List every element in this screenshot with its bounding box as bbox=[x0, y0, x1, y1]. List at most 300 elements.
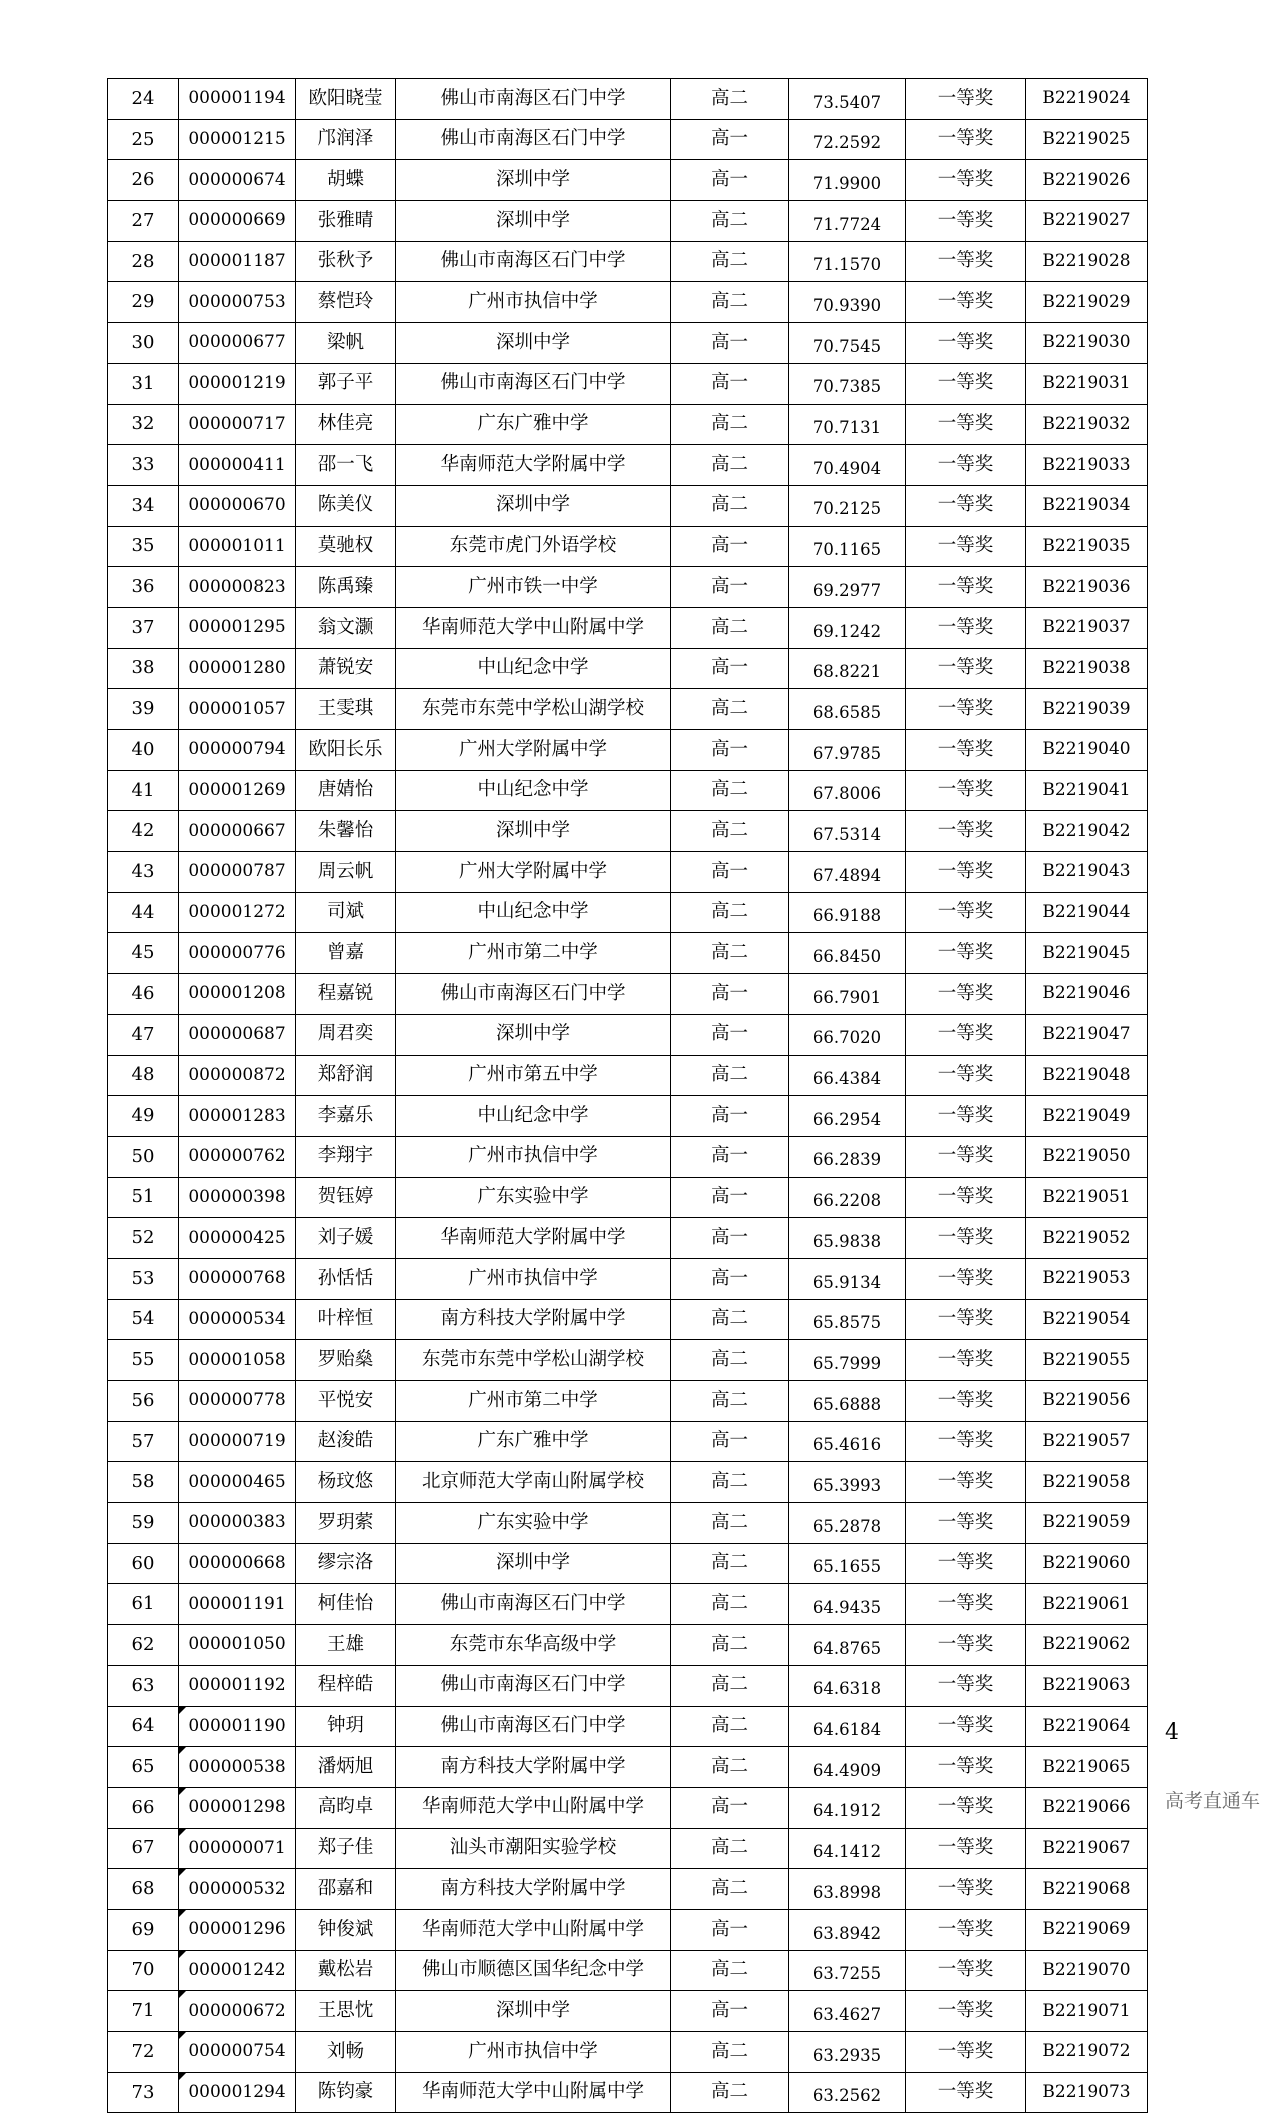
candidate-id: 000001194 bbox=[188, 88, 286, 109]
award-level: 一等奖 bbox=[937, 1348, 994, 1370]
score: 63.8998 bbox=[812, 1882, 882, 1902]
grade-level-cell bbox=[671, 1503, 789, 1544]
student-name: 翁文灏 bbox=[317, 616, 374, 638]
grade-level: 高二 bbox=[710, 1715, 748, 1737]
grade-level: 高二 bbox=[710, 697, 748, 719]
score-cell bbox=[789, 567, 906, 608]
score: 64.8765 bbox=[812, 1638, 882, 1658]
table-row bbox=[108, 1462, 1148, 1503]
student-name: 贺钰婷 bbox=[317, 1186, 374, 1208]
school-name: 深圳中学 bbox=[495, 331, 570, 353]
score: 65.1655 bbox=[812, 1557, 882, 1577]
score-cell bbox=[789, 1706, 906, 1747]
candidate-id-cell bbox=[179, 1055, 296, 1096]
certificate-number-cell bbox=[1026, 648, 1148, 689]
student-name-cell bbox=[296, 1381, 396, 1422]
school-name: 深圳中学 bbox=[495, 1552, 570, 1574]
student-name: 赵浚皓 bbox=[317, 1430, 374, 1452]
grade-level-cell bbox=[671, 648, 789, 689]
certificate-number: B2219035 bbox=[1042, 535, 1131, 556]
score: 68.6585 bbox=[812, 702, 882, 722]
score-cell bbox=[789, 1421, 906, 1462]
candidate-id: 000000465 bbox=[188, 1471, 286, 1492]
grade-level: 高一 bbox=[710, 1186, 748, 1208]
score-cell bbox=[789, 1014, 906, 1055]
certificate-number: B2219046 bbox=[1042, 983, 1131, 1004]
school-name-cell bbox=[396, 1299, 671, 1340]
school-name-cell bbox=[396, 2072, 671, 2113]
score: 65.9134 bbox=[812, 1272, 882, 1292]
table-row bbox=[108, 1381, 1148, 1422]
school-name-cell bbox=[396, 241, 671, 282]
certificate-number-cell bbox=[1026, 567, 1148, 608]
student-name: 邵嘉和 bbox=[317, 1877, 374, 1899]
table-row bbox=[108, 1340, 1148, 1381]
row-number: 51 bbox=[131, 1186, 155, 1208]
award-level: 一等奖 bbox=[937, 697, 994, 719]
corner-marker-icon bbox=[179, 1951, 186, 1958]
grade-level-cell bbox=[671, 1218, 789, 1259]
certificate-number-cell bbox=[1026, 607, 1148, 648]
grade-level-cell bbox=[671, 363, 789, 404]
student-name: 曾嘉 bbox=[326, 942, 364, 964]
score: 65.8575 bbox=[812, 1313, 882, 1333]
row-number-cell bbox=[108, 689, 179, 730]
award-level: 一等奖 bbox=[937, 331, 994, 353]
row-number: 73 bbox=[131, 2081, 155, 2103]
candidate-id-cell bbox=[179, 1747, 296, 1788]
row-number: 50 bbox=[131, 1145, 155, 1167]
table-row bbox=[108, 404, 1148, 445]
candidate-id: 000001295 bbox=[188, 617, 286, 638]
grade-level-cell bbox=[671, 770, 789, 811]
student-name-cell bbox=[296, 1828, 396, 1869]
row-number-cell bbox=[108, 1787, 179, 1828]
table-row bbox=[108, 1258, 1148, 1299]
award-level-cell bbox=[906, 1055, 1026, 1096]
grade-level-cell bbox=[671, 1177, 789, 1218]
certificate-number-cell bbox=[1026, 1096, 1148, 1137]
certificate-number: B2219042 bbox=[1042, 820, 1131, 841]
candidate-id: 000000532 bbox=[188, 1878, 286, 1899]
student-name-cell bbox=[296, 892, 396, 933]
corner-marker-icon bbox=[179, 1707, 186, 1714]
candidate-id: 000000669 bbox=[188, 210, 286, 231]
corner-marker-icon bbox=[179, 1829, 186, 1836]
candidate-id: 000001050 bbox=[188, 1634, 286, 1655]
grade-level: 高二 bbox=[710, 2040, 748, 2062]
school-name: 深圳中学 bbox=[495, 1023, 570, 1045]
school-name: 广州市执信中学 bbox=[468, 2040, 598, 2062]
school-name-cell bbox=[396, 79, 671, 120]
certificate-number-cell bbox=[1026, 1421, 1148, 1462]
school-name: 广州市铁一中学 bbox=[468, 575, 598, 597]
student-name-cell bbox=[296, 1787, 396, 1828]
award-level-cell bbox=[906, 1625, 1026, 1666]
row-number-cell bbox=[108, 2072, 179, 2113]
award-level: 一等奖 bbox=[937, 779, 994, 801]
row-number-cell bbox=[108, 974, 179, 1015]
row-number: 55 bbox=[131, 1349, 155, 1371]
school-name-cell bbox=[396, 607, 671, 648]
award-level: 一等奖 bbox=[937, 250, 994, 272]
school-name-cell bbox=[396, 811, 671, 852]
award-level-cell bbox=[906, 1747, 1026, 1788]
score-cell bbox=[789, 1299, 906, 1340]
grade-level-cell bbox=[671, 2072, 789, 2113]
certificate-number: B2219030 bbox=[1042, 332, 1131, 353]
score: 65.9838 bbox=[812, 1231, 882, 1251]
certificate-number-cell bbox=[1026, 79, 1148, 120]
student-name-cell bbox=[296, 363, 396, 404]
candidate-id: 000000872 bbox=[188, 1064, 286, 1085]
row-number: 56 bbox=[131, 1389, 155, 1411]
certificate-number-cell bbox=[1026, 1136, 1148, 1177]
grade-level-cell bbox=[671, 201, 789, 242]
row-number-cell bbox=[108, 1218, 179, 1259]
candidate-id: 000001283 bbox=[188, 1105, 286, 1126]
student-name-cell bbox=[296, 2072, 396, 2113]
school-name-cell bbox=[396, 852, 671, 893]
school-name: 广州市第二中学 bbox=[468, 942, 598, 964]
school-name-cell bbox=[396, 648, 671, 689]
student-name: 邝润泽 bbox=[317, 128, 374, 150]
student-name-cell bbox=[296, 1340, 396, 1381]
candidate-id-cell bbox=[179, 1136, 296, 1177]
school-name: 广东广雅中学 bbox=[477, 1430, 589, 1452]
award-level: 一等奖 bbox=[937, 209, 994, 231]
row-number: 35 bbox=[131, 535, 155, 557]
row-number: 66 bbox=[131, 1796, 155, 1818]
candidate-id: 000001191 bbox=[188, 1593, 286, 1614]
award-level-cell bbox=[906, 241, 1026, 282]
score-cell bbox=[789, 648, 906, 689]
grade-level-cell bbox=[671, 1014, 789, 1055]
row-number-cell bbox=[108, 1543, 179, 1584]
award-level: 一等奖 bbox=[937, 901, 994, 923]
table-row bbox=[108, 1747, 1148, 1788]
score: 64.1412 bbox=[812, 1842, 882, 1862]
grade-level: 高二 bbox=[710, 494, 748, 516]
school-name-cell bbox=[396, 1869, 671, 1910]
table-row bbox=[108, 974, 1148, 1015]
candidate-id: 000000538 bbox=[188, 1756, 286, 1777]
score-cell bbox=[789, 1787, 906, 1828]
score: 66.8450 bbox=[812, 947, 882, 967]
grade-level-cell bbox=[671, 607, 789, 648]
student-name-cell bbox=[296, 1584, 396, 1625]
score-cell bbox=[789, 689, 906, 730]
grade-level-cell bbox=[671, 811, 789, 852]
candidate-id-cell bbox=[179, 811, 296, 852]
grade-level: 高二 bbox=[710, 1959, 748, 1981]
grade-level-cell bbox=[671, 1096, 789, 1137]
school-name-cell bbox=[396, 1096, 671, 1137]
candidate-id: 000000425 bbox=[188, 1227, 286, 1248]
school-name-cell bbox=[396, 1177, 671, 1218]
grade-level: 高一 bbox=[710, 1796, 748, 1818]
award-level: 一等奖 bbox=[937, 1267, 994, 1289]
row-number-cell bbox=[108, 201, 179, 242]
student-name-cell bbox=[296, 1991, 396, 2032]
student-name: 邵一飞 bbox=[317, 453, 374, 475]
row-number: 42 bbox=[131, 820, 155, 842]
certificate-number-cell bbox=[1026, 1706, 1148, 1747]
school-name-cell bbox=[396, 974, 671, 1015]
student-name: 莫驰权 bbox=[317, 535, 374, 557]
grade-level: 高一 bbox=[710, 575, 748, 597]
table-row bbox=[108, 689, 1148, 730]
grade-level-cell bbox=[671, 2032, 789, 2073]
award-level: 一等奖 bbox=[937, 657, 994, 679]
grade-level-cell bbox=[671, 1299, 789, 1340]
award-level-cell bbox=[906, 811, 1026, 852]
score-cell bbox=[789, 1055, 906, 1096]
candidate-id-cell bbox=[179, 1909, 296, 1950]
award-level: 一等奖 bbox=[937, 1470, 994, 1492]
row-number: 39 bbox=[131, 698, 155, 720]
student-name: 程梓皓 bbox=[317, 1674, 374, 1696]
grade-level-cell bbox=[671, 852, 789, 893]
table-row bbox=[108, 1706, 1148, 1747]
score: 69.1242 bbox=[812, 621, 882, 641]
student-name: 蔡恺玲 bbox=[317, 291, 374, 313]
score: 70.4904 bbox=[812, 458, 882, 478]
row-number-cell bbox=[108, 1014, 179, 1055]
award-level: 一等奖 bbox=[937, 535, 994, 557]
certificate-number-cell bbox=[1026, 363, 1148, 404]
grade-level: 高一 bbox=[710, 1918, 748, 1940]
candidate-id: 000000411 bbox=[188, 454, 286, 475]
grade-level-cell bbox=[671, 933, 789, 974]
grade-level: 高二 bbox=[710, 942, 748, 964]
row-number-cell bbox=[108, 770, 179, 811]
student-name-cell bbox=[296, 933, 396, 974]
certificate-number-cell bbox=[1026, 2072, 1148, 2113]
school-name-cell bbox=[396, 1909, 671, 1950]
school-name: 深圳中学 bbox=[495, 494, 570, 516]
score-cell bbox=[789, 1340, 906, 1381]
award-level: 一等奖 bbox=[937, 494, 994, 516]
grade-level: 高一 bbox=[710, 331, 748, 353]
award-level-cell bbox=[906, 485, 1026, 526]
row-number: 67 bbox=[131, 1837, 155, 1859]
award-level-cell bbox=[906, 1014, 1026, 1055]
row-number: 44 bbox=[131, 901, 155, 923]
row-number: 62 bbox=[131, 1633, 155, 1655]
certificate-number: B2219070 bbox=[1042, 1959, 1131, 1980]
school-name-cell bbox=[396, 1136, 671, 1177]
certificate-number: B2219029 bbox=[1042, 291, 1131, 312]
certificate-number-cell bbox=[1026, 1584, 1148, 1625]
certificate-number-cell bbox=[1026, 160, 1148, 201]
candidate-id: 000001057 bbox=[188, 698, 286, 719]
award-level-cell bbox=[906, 1421, 1026, 1462]
candidate-id-cell bbox=[179, 485, 296, 526]
school-name-cell bbox=[396, 526, 671, 567]
certificate-number: B2219026 bbox=[1042, 169, 1131, 190]
grade-level: 高二 bbox=[710, 413, 748, 435]
student-name: 杨玟悠 bbox=[317, 1470, 374, 1492]
grade-level: 高一 bbox=[710, 1999, 748, 2021]
grade-level-cell bbox=[671, 689, 789, 730]
school-name-cell bbox=[396, 1381, 671, 1422]
school-name: 广州市执信中学 bbox=[468, 1267, 598, 1289]
school-name-cell bbox=[396, 933, 671, 974]
award-level-cell bbox=[906, 1462, 1026, 1503]
student-name-cell bbox=[296, 730, 396, 771]
school-name: 深圳中学 bbox=[495, 168, 570, 190]
award-level: 一等奖 bbox=[937, 1064, 994, 1086]
candidate-id-cell bbox=[179, 1787, 296, 1828]
candidate-id-cell bbox=[179, 933, 296, 974]
school-name-cell bbox=[396, 1258, 671, 1299]
score-cell bbox=[789, 974, 906, 1015]
student-name: 程嘉锐 bbox=[317, 982, 374, 1004]
award-level-cell bbox=[906, 119, 1026, 160]
school-name-cell bbox=[396, 1991, 671, 2032]
award-level-cell bbox=[906, 1950, 1026, 1991]
grade-level-cell bbox=[671, 1136, 789, 1177]
score-cell bbox=[789, 607, 906, 648]
school-name: 中山纪念中学 bbox=[477, 1104, 589, 1126]
certificate-number: B2219069 bbox=[1042, 1919, 1131, 1940]
table-row bbox=[108, 567, 1148, 608]
row-number-cell bbox=[108, 1706, 179, 1747]
candidate-id: 000001294 bbox=[188, 2082, 286, 2103]
certificate-number-cell bbox=[1026, 1381, 1148, 1422]
candidate-id-cell bbox=[179, 119, 296, 160]
table-row bbox=[108, 526, 1148, 567]
corner-marker-icon bbox=[179, 1910, 186, 1917]
school-name: 佛山市南海区石门中学 bbox=[440, 250, 626, 272]
table-row bbox=[108, 1909, 1148, 1950]
student-name: 李翔宇 bbox=[317, 1145, 374, 1167]
candidate-id: 000000776 bbox=[188, 942, 286, 963]
score: 66.9188 bbox=[812, 906, 882, 926]
score-cell bbox=[789, 2072, 906, 2113]
student-name: 张秋予 bbox=[317, 250, 374, 272]
candidate-id-cell bbox=[179, 1991, 296, 2032]
certificate-number-cell bbox=[1026, 282, 1148, 323]
student-name-cell bbox=[296, 485, 396, 526]
school-name: 东莞市虎门外语学校 bbox=[449, 535, 617, 557]
row-number: 25 bbox=[131, 128, 155, 150]
grade-level-cell bbox=[671, 1747, 789, 1788]
candidate-id-cell bbox=[179, 1869, 296, 1910]
certificate-number: B2219037 bbox=[1042, 617, 1131, 638]
candidate-id-cell bbox=[179, 1258, 296, 1299]
table-row bbox=[108, 730, 1148, 771]
award-level: 一等奖 bbox=[937, 1145, 994, 1167]
student-name: 林佳亮 bbox=[317, 413, 374, 435]
row-number: 36 bbox=[131, 576, 155, 598]
table-row bbox=[108, 1787, 1148, 1828]
row-number: 70 bbox=[131, 1959, 155, 1981]
school-name: 汕头市潮阳实验学校 bbox=[449, 1837, 617, 1859]
grade-level: 高二 bbox=[710, 1877, 748, 1899]
candidate-id-cell bbox=[179, 1177, 296, 1218]
table-row bbox=[108, 79, 1148, 120]
score: 71.1570 bbox=[812, 255, 882, 275]
certificate-number-cell bbox=[1026, 526, 1148, 567]
table-row bbox=[108, 1136, 1148, 1177]
grade-level-cell bbox=[671, 526, 789, 567]
student-name: 王雄 bbox=[326, 1633, 364, 1655]
certificate-number: B2219060 bbox=[1042, 1553, 1131, 1574]
award-level-cell bbox=[906, 79, 1026, 120]
certificate-number: B2219051 bbox=[1042, 1186, 1131, 1207]
grade-level: 高二 bbox=[710, 1308, 748, 1330]
score: 65.3993 bbox=[812, 1475, 882, 1495]
table-row bbox=[108, 770, 1148, 811]
student-name: 李嘉乐 bbox=[317, 1104, 374, 1126]
student-name-cell bbox=[296, 2032, 396, 2073]
award-level: 一等奖 bbox=[937, 1999, 994, 2021]
score-cell bbox=[789, 730, 906, 771]
row-number: 59 bbox=[131, 1511, 155, 1533]
certificate-number: B2219055 bbox=[1042, 1349, 1131, 1370]
row-number-cell bbox=[108, 1299, 179, 1340]
award-level-cell bbox=[906, 1340, 1026, 1381]
certificate-number-cell bbox=[1026, 485, 1148, 526]
certificate-number-cell bbox=[1026, 770, 1148, 811]
award-level: 一等奖 bbox=[937, 1389, 994, 1411]
grade-level-cell bbox=[671, 404, 789, 445]
certificate-number-cell bbox=[1026, 1014, 1148, 1055]
grade-level: 高一 bbox=[710, 1023, 748, 1045]
school-name: 广州市第五中学 bbox=[468, 1064, 598, 1086]
student-name-cell bbox=[296, 1055, 396, 1096]
grade-level-cell bbox=[671, 79, 789, 120]
student-name-cell bbox=[296, 282, 396, 323]
grade-level-cell bbox=[671, 1909, 789, 1950]
score: 63.8942 bbox=[812, 1923, 882, 1943]
certificate-number-cell bbox=[1026, 1991, 1148, 2032]
candidate-id-cell bbox=[179, 1421, 296, 1462]
grade-level-cell bbox=[671, 1258, 789, 1299]
school-name-cell bbox=[396, 1828, 671, 1869]
award-list-table bbox=[107, 78, 1148, 2113]
score-cell bbox=[789, 1584, 906, 1625]
school-name: 佛山市南海区石门中学 bbox=[440, 1593, 626, 1615]
score: 64.4909 bbox=[812, 1760, 882, 1780]
award-level-cell bbox=[906, 607, 1026, 648]
candidate-id-cell bbox=[179, 1543, 296, 1584]
award-level-cell bbox=[906, 892, 1026, 933]
row-number-cell bbox=[108, 160, 179, 201]
award-level-cell bbox=[906, 1991, 1026, 2032]
row-number-cell bbox=[108, 404, 179, 445]
grade-level: 高一 bbox=[710, 738, 748, 760]
certificate-number-cell bbox=[1026, 323, 1148, 364]
student-name: 周云帆 bbox=[317, 860, 374, 882]
grade-level: 高二 bbox=[710, 901, 748, 923]
score-cell bbox=[789, 201, 906, 242]
student-name-cell bbox=[296, 1747, 396, 1788]
score: 70.1165 bbox=[812, 540, 882, 560]
candidate-id-cell bbox=[179, 160, 296, 201]
score-cell bbox=[789, 160, 906, 201]
candidate-id-cell bbox=[179, 1665, 296, 1706]
certificate-number: B2219058 bbox=[1042, 1471, 1131, 1492]
certificate-number-cell bbox=[1026, 201, 1148, 242]
row-number: 54 bbox=[131, 1308, 155, 1330]
grade-level: 高二 bbox=[710, 209, 748, 231]
candidate-id: 000000674 bbox=[188, 169, 286, 190]
score: 66.2839 bbox=[812, 1150, 882, 1170]
award-level: 一等奖 bbox=[937, 1430, 994, 1452]
